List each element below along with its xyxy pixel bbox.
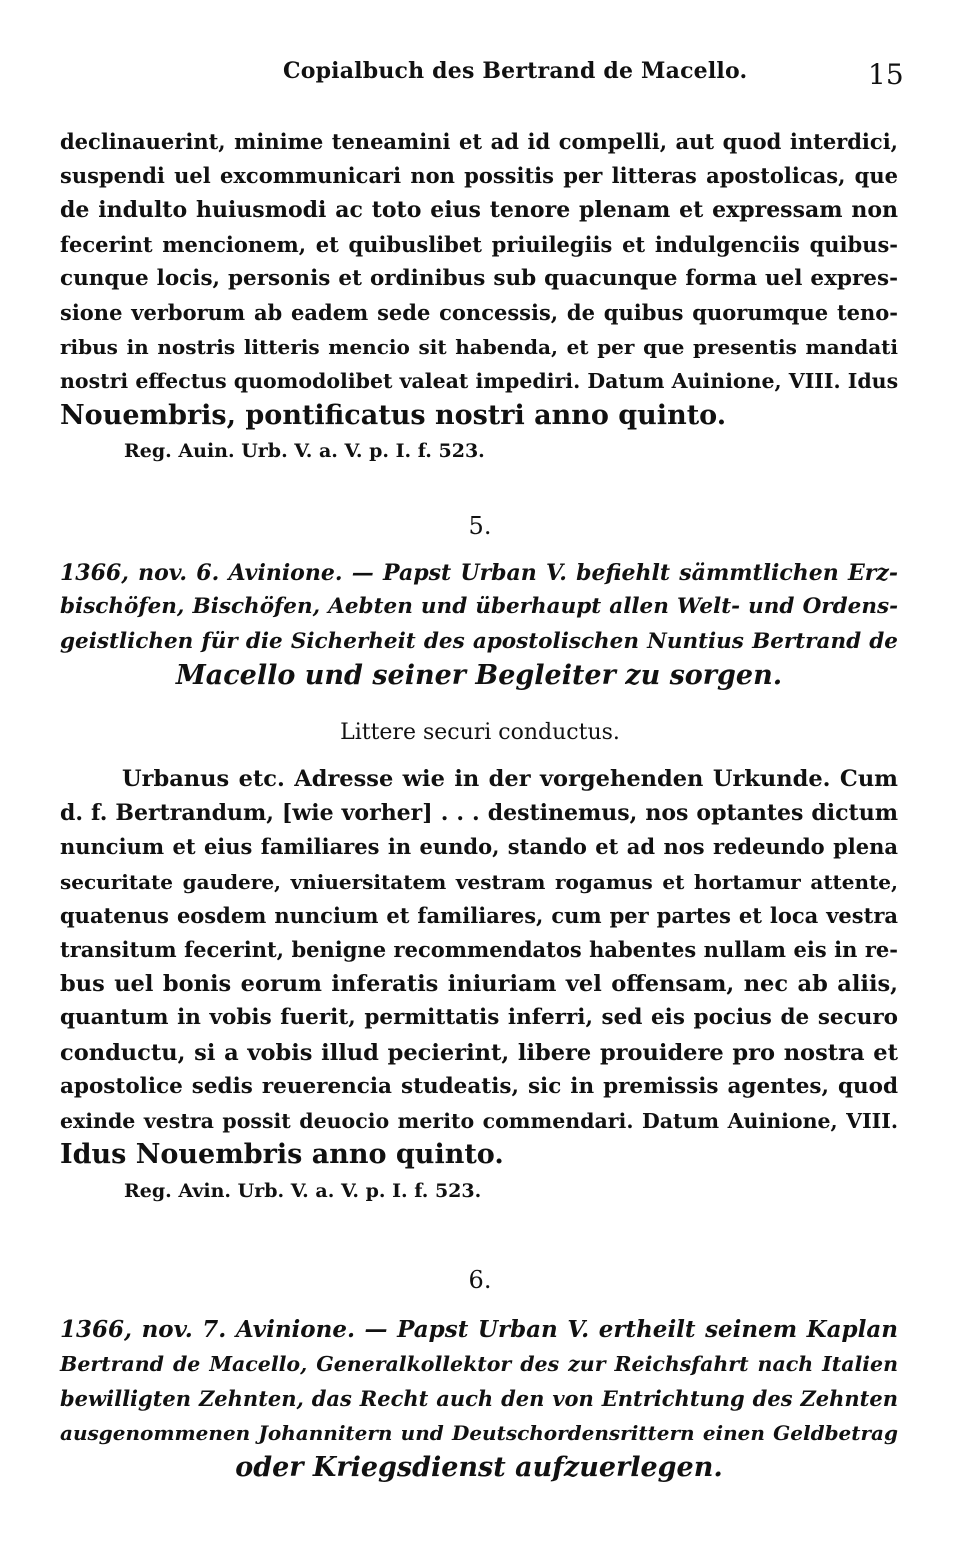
document-number: 6.: [468, 1266, 492, 1294]
regest-line: 1366, nov. 7. Avinione. — Papst Urban V. ertheilt seinem Kaplan: [60, 1316, 898, 1343]
text-line: cunque locis, personis et ordinibus sub quacunque forma uel expres-: [60, 265, 898, 291]
text-line: quatenus eosdem nuncium et familiares, cum per partes et loca vestra: [60, 902, 898, 928]
text-line: nuncium et eius familiares in eundo, stando et ad nos redeundo plena: [60, 834, 898, 860]
text-line: suspendi uel excommunicari non possitis per litteras apostolicas, que: [60, 163, 898, 189]
text-line: d. f. Bertrandum, [wie vorher] . . . destinemus, nos optantes dictum: [60, 800, 898, 827]
regest: [60, 1313, 898, 1485]
regest-line: oder Kriegsdienst aufzuerlegen.: [235, 1451, 723, 1483]
text-line: Idus Nouembris anno quinto.: [60, 1139, 504, 1171]
regest-line: 1366, nov. 6. Avinione. — Papst Urban V. befiehlt sämmtlichen Erz-: [60, 560, 898, 586]
regest-line: Macello und seiner Begleiter zu sorgen.: [175, 660, 783, 692]
text-line: sione verborum ab eadem sede concessis, de quibus quorumque teno-: [60, 300, 898, 326]
regest-line: Bertrand de Macello, Generalkollektor des zur Reichsfahrt nach Italien: [60, 1352, 898, 1377]
text-line: nostri effectus quomodolibet valeat impediri. Datum Auinione, VIII. Idus: [60, 369, 899, 394]
regest: [60, 556, 898, 694]
text-line: Nouembris, pontificatus nostri anno quinto.: [60, 399, 727, 431]
text-line: conductu, si a vobis illud pecierint, libere prouidere pro nostra et: [60, 1039, 898, 1066]
text-line: bus uel bonis eorum inferatis iniuriam vel offensam, nec ab aliis,: [60, 971, 898, 998]
document-heading: Littere securi conductus.: [340, 720, 620, 745]
document-text: [60, 762, 898, 1172]
page-number: 15: [868, 58, 904, 91]
document-number: 5.: [468, 512, 492, 540]
continuation-text: [60, 125, 898, 433]
regest-line: bischöfen, Bischöfen, Aebten und überhaupt allen Welt- und Ordens-: [60, 594, 898, 620]
text-line: fecerint mencionem, et quibuslibet priuilegiis et indulgenciis quibus-: [60, 231, 898, 257]
source-reference: Reg. Avin. Urb. V. a. V. p. I. f. 523.: [124, 1180, 482, 1202]
text-line: de indulto huiusmodi ac toto eius tenore plenam et expressam non: [60, 197, 898, 224]
source-reference: Reg. Auin. Urb. V. a. V. p. I. f. 523.: [124, 440, 485, 462]
running-head-title: Copialbuch des Bertrand de Macello.: [283, 58, 748, 84]
regest-line: bewilligten Zehnten, das Recht auch den von Entrichtung des Zehnten: [60, 1385, 898, 1411]
running-head: [0, 58, 960, 98]
text-line: Urbanus etc. Adresse wie in der vorgehenden Urkunde. Cum: [122, 766, 898, 792]
text-line: quantum in vobis fuerit, permittatis inferri, sed eis pocius de securo: [60, 1005, 898, 1031]
text-line: declinauerint, minime teneamini et ad id compelli, aut quod interdici,: [60, 129, 898, 154]
text-line: exinde vestra possit deuocio merito commendari. Datum Auinione, VIII.: [60, 1109, 898, 1134]
text-line: securitate gaudere, vniuersitatem vestram rogamus et hortamur attente,: [60, 869, 898, 894]
text-line: apostolice sedis reuerencia studeatis, sic in premissis agentes, quod: [60, 1073, 898, 1099]
regest-line: ausgenommenen Johannitern und Deutschordensrittern einen Geldbetrag: [60, 1421, 898, 1446]
regest-line: geistlichen für die Sicherheit des apostolischen Nuntius Bertrand de: [60, 628, 898, 654]
text-line: transitum fecerint, benigne recommendatos habentes nullam eis in re-: [60, 937, 898, 963]
text-line: ribus in nostris litteris mencio sit habenda, et per que presentis mandati: [60, 335, 898, 360]
